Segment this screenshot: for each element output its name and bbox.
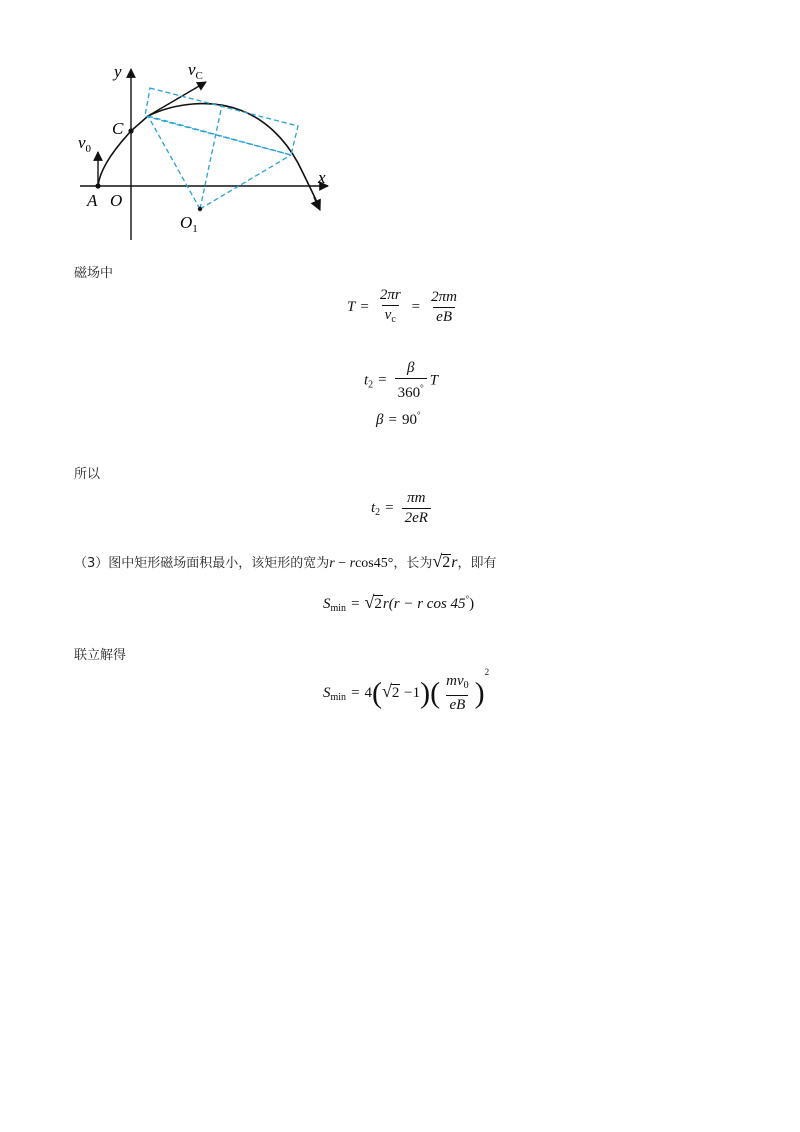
fraction-mv0-eb: $\frac{mv_0}{eB}$ (446, 673, 469, 714)
radius-oc (148, 116, 200, 209)
equation-t2: $t_2$ = $\frac{\beta}{360^\circ}$ T (364, 360, 439, 401)
label-o: O (110, 191, 123, 210)
label-o1: $O_1$ (180, 213, 198, 235)
label-y: y (114, 62, 122, 81)
equation-smin-2: $S_{min} = 4(√2 -1)$( $\frac{mv_0}{eB}$ )$^2$ (323, 667, 490, 714)
equation-t2-result: $t_2$ = $\frac{\pi m}{2eR}$ (371, 490, 434, 527)
label-vc: $v_C$ (188, 60, 203, 82)
section-magnetic-field: 磁场中 (74, 266, 114, 281)
fraction-beta-360: $\frac{\beta}{360^\circ}$ (395, 360, 427, 402)
vc-arrow (148, 82, 206, 116)
label-c: C (112, 119, 124, 138)
point-o1 (198, 207, 202, 211)
label-x: x (318, 168, 326, 187)
section-combine: 联立解得 (74, 648, 127, 663)
section-so: 所以 (74, 467, 101, 482)
label-a: A (87, 191, 98, 210)
point-a (95, 183, 100, 188)
equation-beta: β = 90° (376, 410, 421, 428)
bisector-line (200, 105, 222, 209)
trajectory-diagram (70, 55, 340, 245)
point-c (128, 128, 133, 133)
radius-exit (200, 155, 291, 209)
equation-smin-1: $S_{min} = √2r(r - r$ cos 45°) (323, 592, 475, 614)
period-lhs: T (347, 298, 356, 315)
equation-period: T = $\frac{2\pi r}{v_c}$ = $\frac{2\pi m}{eB}$ (347, 287, 463, 328)
fraction-pim-2er: $\frac{\pi m}{2eR}$ (402, 490, 431, 527)
label-v0: $v_0$ (78, 133, 92, 155)
fraction-2pim-eb: $\frac{2\pi m}{eB}$ (431, 289, 457, 325)
exit-arrow (314, 197, 320, 210)
part3-statement: （3）图中矩形磁场面积最小，该矩形的宽为r − rcos45°，长为√2r，即有 (74, 551, 497, 571)
fraction-2pir-vc: $\frac{2\pi r}{v_c}$ (377, 287, 404, 328)
